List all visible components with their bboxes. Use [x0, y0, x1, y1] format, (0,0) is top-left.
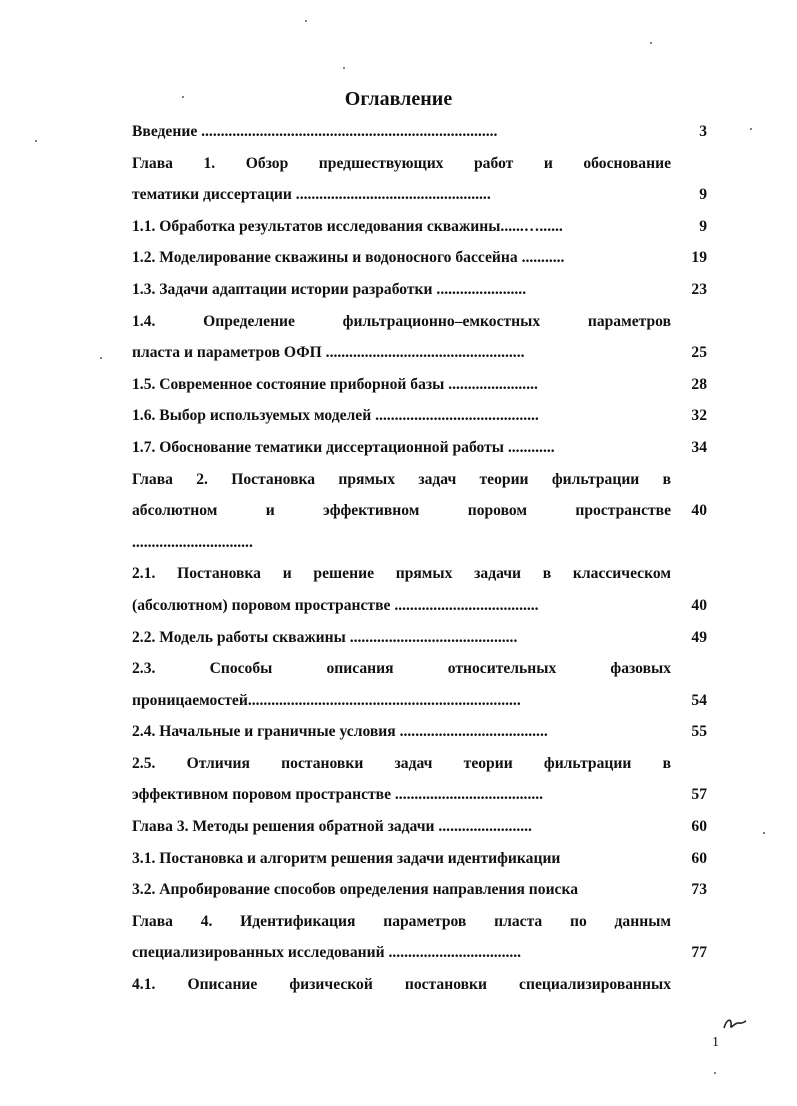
toc-entry — [132, 464, 707, 496]
toc-entry — [132, 306, 707, 338]
toc-entry-page: 9 — [699, 217, 707, 235]
scan-speck — [35, 140, 37, 142]
toc-entry-title: проницаемостей...................................................................... — [132, 691, 521, 709]
toc-entry-title: 4.1. Описание физической постановки специализированных — [132, 976, 671, 994]
toc-entry-page: 49 — [691, 628, 707, 646]
toc-entry — [132, 937, 707, 969]
toc-entry — [132, 653, 707, 685]
toc-entry — [132, 179, 707, 211]
toc-entry — [132, 622, 707, 654]
toc-entry — [132, 811, 707, 843]
toc-entry-page: 57 — [691, 786, 707, 804]
handwritten-mark-icon — [722, 1016, 748, 1032]
scan-speck — [763, 832, 765, 834]
scan-speck — [650, 42, 652, 44]
toc-entry-title: 1.6. Выбор используемых моделей .......................................... — [132, 407, 539, 425]
toc-entry — [132, 274, 707, 306]
toc-entry-title: эффективном поровом пространстве ...................................... — [132, 786, 544, 804]
toc-entry — [132, 748, 707, 780]
toc-entry-title: Глава 4. Идентификация параметров пласта по данным — [132, 912, 671, 930]
toc-entry-page: 60 — [691, 849, 707, 867]
toc-entry — [132, 495, 707, 527]
toc-entry-title: (абсолютном) поровом пространстве ..................................... — [132, 596, 539, 614]
toc-entry-title: 2.2. Модель работы скважины ........................................... — [132, 628, 518, 646]
toc-entry-page: 28 — [691, 375, 707, 393]
toc-entry-page: 9 — [699, 186, 707, 204]
toc-entry-title: 1.7. Обоснование тематики диссертационной работы ............ — [132, 438, 555, 456]
toc-entry — [132, 685, 707, 717]
toc-entry — [132, 400, 707, 432]
toc-entry-title: 2.3. Способы описания относительных фазовых — [132, 660, 671, 678]
toc-entry — [132, 432, 707, 464]
table-of-contents — [132, 116, 707, 1001]
toc-entry-title: 2.5. Отличия постановки задач теории фильтрации в — [132, 754, 671, 772]
toc-entry-page: 40 — [691, 596, 707, 614]
toc-entry — [132, 969, 707, 1001]
toc-entry-title: 2.4. Начальные и граничные условия ...................................... — [132, 723, 548, 741]
toc-entry — [132, 337, 707, 369]
toc-entry-title: 3.2. Апробирование способов определения направления поиска — [132, 881, 579, 899]
toc-entry-page: 77 — [691, 944, 707, 962]
toc-entry-title: абсолютном и эффективном поровом пространстве — [132, 502, 671, 520]
toc-entry-page: 40 — [691, 502, 707, 520]
toc-entry-title: тематики диссертации .................................................. — [132, 186, 491, 204]
toc-entry-title: 1.5. Современное состояние приборной базы ....................... — [132, 375, 538, 393]
page-number: 1 — [712, 1035, 719, 1050]
toc-entry — [132, 211, 707, 243]
toc-entry-title: 1.1. Обработка результатов исследования скважины......…...... — [132, 217, 563, 235]
toc-entry — [132, 716, 707, 748]
page-title: Оглавление — [344, 88, 453, 110]
toc-entry-title: пласта и параметров ОФП ................................................... — [132, 344, 525, 362]
toc-entry-page: 73 — [691, 881, 707, 899]
toc-entry-title: Глава 3. Методы решения обратной задачи ........................ — [132, 818, 532, 836]
toc-entry — [132, 527, 707, 559]
toc-entry-title: 1.2. Моделирование скважины и водоносного бассейна ........... — [132, 249, 565, 267]
toc-entry-page: 23 — [691, 280, 707, 298]
toc-entry-title: Глава 1. Обзор предшествующих работ и обоснование — [132, 154, 671, 172]
toc-entry-page: 34 — [691, 438, 707, 456]
toc-entry — [132, 369, 707, 401]
toc-entry-title: ............................... — [132, 533, 253, 551]
toc-entry — [132, 779, 707, 811]
scan-speck — [714, 1072, 716, 1074]
toc-entry-page: 3 — [699, 123, 707, 140]
toc-entry-page: 54 — [691, 691, 707, 709]
toc-entry — [132, 148, 707, 180]
toc-entry — [132, 558, 707, 590]
toc-entry-page: 32 — [691, 407, 707, 425]
toc-entry — [132, 874, 707, 906]
toc-entry-title: 1.3. Задачи адаптации истории разработки ....................... — [132, 280, 527, 298]
scan-speck — [182, 96, 184, 98]
toc-entry — [132, 116, 707, 148]
scan-speck — [305, 20, 307, 22]
toc-entry-page: 19 — [691, 249, 707, 267]
scan-speck — [100, 357, 102, 359]
toc-entry — [132, 242, 707, 274]
toc-entry-page: 60 — [691, 818, 707, 836]
toc-entry-title: Введение ............................................................................ — [132, 123, 498, 140]
toc-entry-page: 55 — [691, 723, 707, 741]
toc-entry — [132, 906, 707, 938]
toc-entry-page: 25 — [691, 344, 707, 362]
toc-entry-title: 3.1. Постановка и алгоритм решения задачи идентификации — [132, 849, 561, 867]
toc-entry — [132, 590, 707, 622]
toc-entry-title: 1.4. Определение фильтрационно–емкостных параметров — [132, 312, 671, 330]
scan-speck — [343, 67, 345, 69]
toc-entry — [132, 843, 707, 875]
scan-speck — [750, 128, 752, 130]
toc-entry-title: Глава 2. Постановка прямых задач теории фильтрации в — [132, 470, 671, 488]
toc-entry-title: специализированных исследований .................................. — [132, 944, 522, 962]
toc-entry-title: 2.1. Постановка и решение прямых задачи в классическом — [132, 565, 671, 583]
